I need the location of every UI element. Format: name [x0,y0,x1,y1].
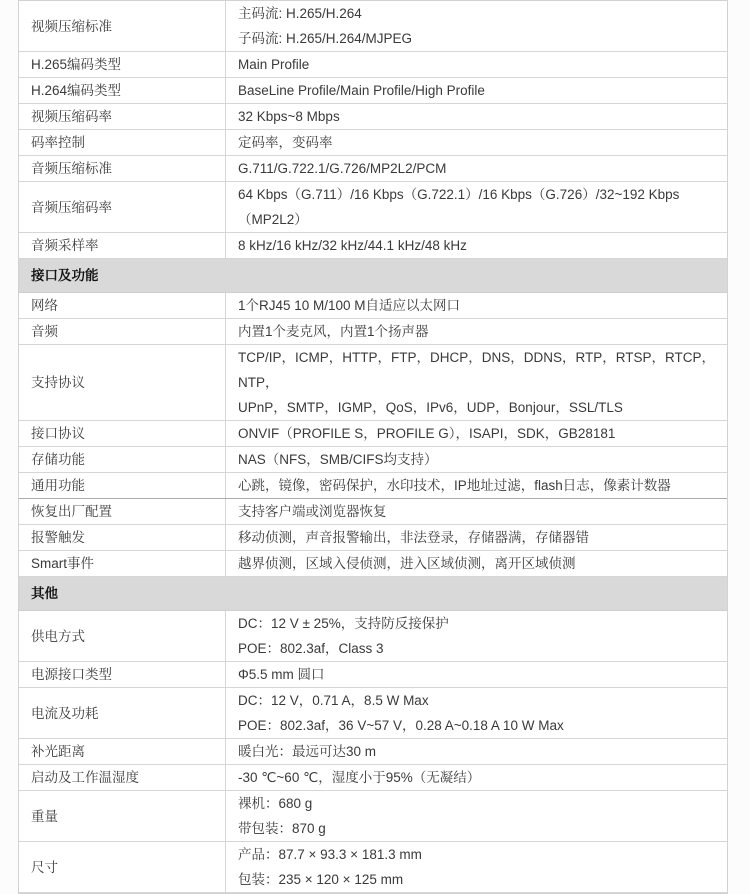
spec-value [226,182,727,232]
table-row [19,156,727,182]
spec-value-line: 产品：87.7 × 93.3 × 181.3 mm [238,847,422,862]
table-row [19,791,727,842]
table-row [19,662,727,688]
spec-value [226,551,727,576]
spec-value-line: 子码流: H.265/H.264/MJPEG [238,31,413,46]
spec-value [226,130,727,155]
spec-label: 报警触发 [19,525,226,550]
spec-value [226,345,727,420]
spec-value-line: 裸机：680 g [238,796,313,811]
spec-label: H.264编码类型 [19,78,226,103]
spec-value [226,842,727,892]
section-header: 接口及功能 [19,259,727,293]
table-row [19,473,727,499]
table-row [19,182,727,233]
spec-value [226,688,727,738]
spec-value [226,52,727,77]
spec-value [226,1,727,51]
spec-value-line: 32 Kbps~8 Mbps [238,109,340,124]
spec-value [226,791,727,841]
spec-value-line: POE：802.3af，Class 3 [238,641,384,656]
spec-label: 码率控制 [19,130,226,155]
table-row [19,688,727,739]
spec-label: 存储功能 [19,447,226,472]
spec-label: 支持协议 [19,345,226,420]
spec-label: 网络 [19,293,226,318]
spec-value-line: 包装：235 × 120 × 125 mm [238,872,404,887]
table-row [19,842,727,893]
spec-value-line: 主码流: H.265/H.264 [238,6,362,21]
spec-table [18,0,728,894]
spec-label: 尺寸 [19,842,226,892]
table-row [19,345,727,421]
spec-label: 启动及工作温湿度 [19,765,226,790]
spec-label: 通用功能 [19,473,226,498]
table-row [19,78,727,104]
spec-value-line: TCP/IP，ICMP，HTTP，FTP，DHCP，DNS，DDNS，RTP，RTSP，RTCP，NTP， [238,350,716,390]
spec-value-line: 64 Kbps（G.711）/16 Kbps（G.722.1）/16 Kbps（G.726）/32~192 Kbps [238,187,680,202]
table-row [19,611,727,662]
spec-value-line: 1个RJ45 10 M/100 M自适应以太网口 [238,298,461,313]
spec-value-line: G.711/G.722.1/G.726/MP2L2/PCM [238,161,447,176]
table-row [19,233,727,259]
spec-value [226,293,727,318]
table-row [19,551,727,577]
spec-label: 恢复出厂配置 [19,499,226,524]
spec-value-line: 越界侦测，区域入侵侦测，进入区域侦测，离开区域侦测 [238,556,576,571]
spec-value-line: Φ5.5 mm 圆口 [238,667,325,682]
spec-value-line: 定码率，变码率 [238,135,333,150]
table-row [19,525,727,551]
table-row [19,130,727,156]
spec-value-line: DC：12 V，0.71 A，8.5 W Max [238,693,429,708]
spec-value-line: -30 ℃~60 ℃，湿度小于95%（无凝结） [238,770,481,785]
spec-value-line: 心跳，镜像，密码保护，水印技术，IP地址过滤，flash日志，像素计数器 [238,478,671,493]
section-header: 其他 [19,577,727,611]
table-row [19,765,727,791]
spec-label: 视频压缩标准 [19,1,226,51]
spec-value-line: 暖白光：最远可达30 m [238,744,377,759]
spec-value-line: 移动侦测，声音报警输出，非法登录，存储器满，存储器错 [238,530,589,545]
spec-value [226,447,727,472]
spec-label: 音频压缩标准 [19,156,226,181]
spec-value-line: BaseLine Profile/Main Profile/High Profile [238,83,485,98]
spec-value [226,765,727,790]
spec-value-line: 8 kHz/16 kHz/32 kHz/44.1 kHz/48 kHz [238,238,467,253]
spec-value [226,319,727,344]
spec-value [226,662,727,687]
spec-label: H.265编码类型 [19,52,226,77]
spec-label: 电源接口类型 [19,662,226,687]
spec-value-line: 带包装：870 g [238,821,326,836]
spec-value-line: POE：802.3af，36 V~57 V，0.28 A~0.18 A 10 W Max [238,718,564,733]
table-row [19,447,727,473]
spec-value-line: UPnP，SMTP，IGMP，QoS，IPv6，UDP，Bonjour，SSL/TLS [238,400,623,415]
spec-label: 音频采样率 [19,233,226,258]
table-row [19,499,727,525]
spec-label: 补光距离 [19,739,226,764]
spec-value-line: ONVIF（PROFILE S，PROFILE G），ISAPI，SDK，GB28181 [238,426,616,441]
spec-value [226,104,727,129]
spec-label: 音频 [19,319,226,344]
spec-value-line: NAS（NFS，SMB/CIFS均支持） [238,452,438,467]
spec-value-line: （MP2L2） [238,212,308,227]
table-row [19,1,727,52]
spec-value [226,78,727,103]
spec-label: 音频压缩码率 [19,182,226,232]
spec-value [226,233,727,258]
spec-label: 电流及功耗 [19,688,226,738]
spec-value [226,421,727,446]
table-row [19,739,727,765]
spec-value [226,739,727,764]
spec-value [226,156,727,181]
table-row [19,52,727,78]
spec-label: 接口协议 [19,421,226,446]
table-row [19,104,727,130]
spec-label: 重量 [19,791,226,841]
spec-value-line: 支持客户端或浏览器恢复 [238,504,387,519]
table-row [19,319,727,345]
table-row [19,421,727,447]
spec-value [226,473,727,498]
spec-value-line: Main Profile [238,57,310,72]
spec-value [226,525,727,550]
table-row [19,293,727,319]
spec-value [226,499,727,524]
spec-value-line: 内置1个麦克风，内置1个扬声器 [238,324,429,339]
spec-value-line: DC：12 V ± 25%，支持防反接保护 [238,616,449,631]
spec-label: 视频压缩码率 [19,104,226,129]
spec-value [226,611,727,661]
spec-label: 供电方式 [19,611,226,661]
spec-label: Smart事件 [19,551,226,576]
